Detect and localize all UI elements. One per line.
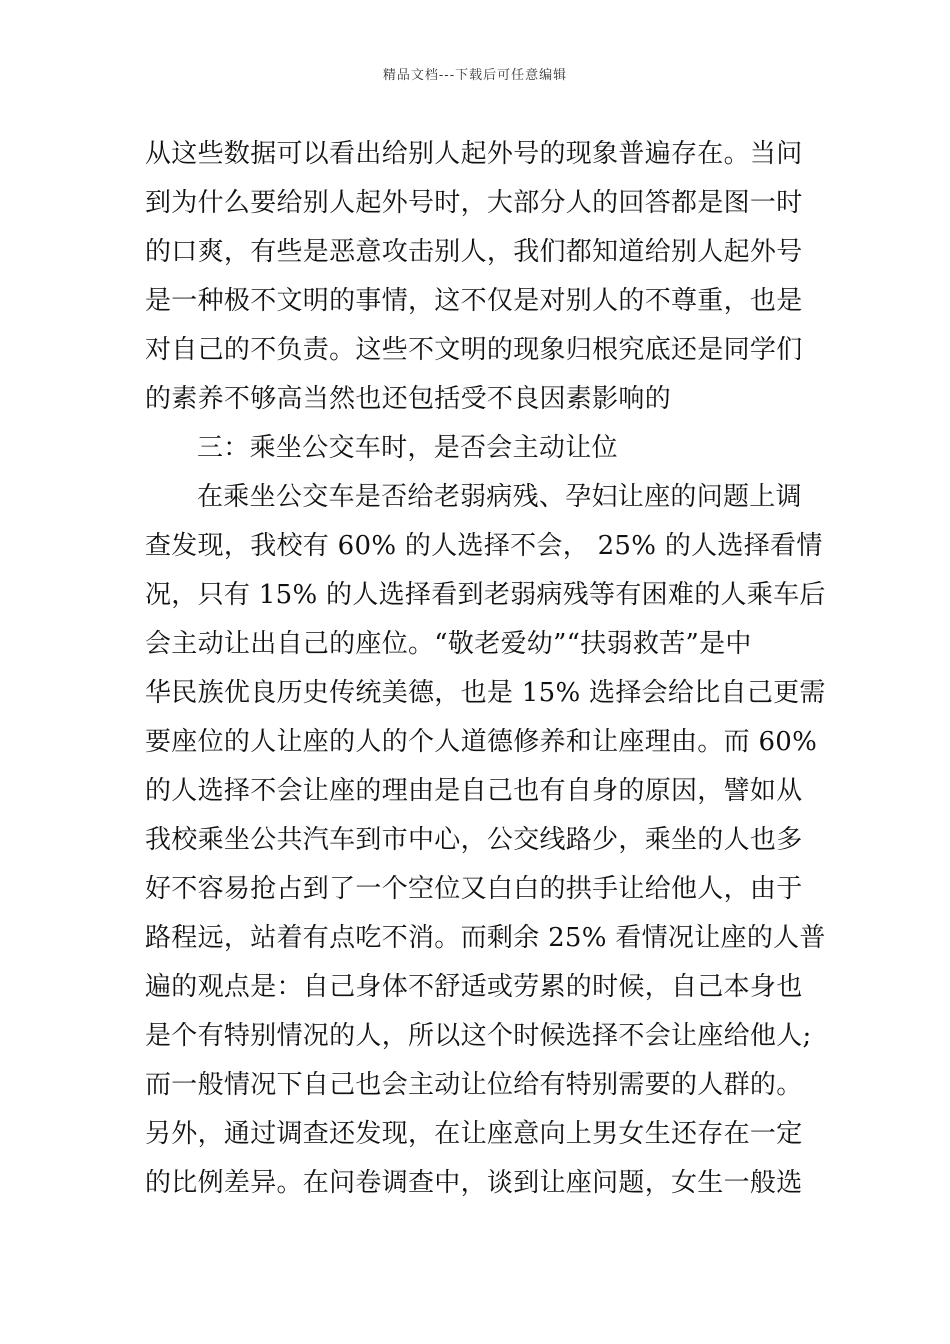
text-line: 路程远，站着有点吃不消。而剩余 25% 看情况让座的人普 xyxy=(145,923,826,953)
text-line: 我校乘坐公共汽车到市中心，公交线路少，乘坐的人也多 xyxy=(145,825,803,855)
document-body xyxy=(145,130,826,1208)
text-line: 从这些数据可以看出给别人起外号的现象普遍存在。当问 xyxy=(145,139,803,169)
text-line: 会主动让出自己的座位。“敬老爱幼”“扶弱救苦”是中 xyxy=(145,629,752,659)
text-line: 是一种极不文明的事情，这不仅是对别人的不尊重，也是 xyxy=(145,286,803,316)
text-line: 是个有特别情况的人，所以这个时候选择不会让座给他人; xyxy=(145,1021,812,1051)
text-line: 查发现，我校有 60% 的人选择不会， 25% 的人选择看情 xyxy=(145,531,823,561)
section-heading: 三：乘坐公交车时，是否会主动让位 xyxy=(197,433,618,463)
text-line: 对自己的不负责。这些不文明的现象归根究底还是同学们 xyxy=(145,335,803,365)
text-line: 遍的观点是：自己身体不舒适或劳累的时候，自己本身也 xyxy=(145,972,803,1002)
text-line: 的比例差异。在问卷调查中，谈到让座问题，女生一般选 xyxy=(145,1168,803,1198)
text-line: 况，只有 15% 的人选择看到老弱病残等有困难的人乘车后 xyxy=(145,580,826,610)
text-line: 的人选择不会让座的理由是自己也有自身的原因，譬如从 xyxy=(145,776,803,806)
text-line: 要座位的人让座的人的个人道德修养和让座理由。而 60% xyxy=(145,727,818,757)
page-header: 精品文档---下载后可任意编辑 xyxy=(382,68,568,83)
text-line: 到为什么要给别人起外号时，大部分人的回答都是图一时 xyxy=(145,188,803,218)
text-line: 好不容易抢占到了一个空位又白白的拱手让给他人，由于 xyxy=(145,874,803,904)
text-line: 的口爽，有些是恶意攻击别人，我们都知道给别人起外号 xyxy=(145,237,803,267)
text-line: 的素养不够高当然也还包括受不良因素影响的 xyxy=(145,384,672,414)
text-line: 华民族优良历史传统美德，也是 15% 选择会给比自己更需 xyxy=(145,678,826,708)
text-line: 另外，通过调查还发现，在让座意向上男女生还存在一定 xyxy=(145,1119,803,1149)
text-line: 在乘坐公交车是否给老弱病残、孕妇让座的问题上调 xyxy=(197,482,802,512)
text-line: 而一般情况下自己也会主动让位给有特别需要的人群的。 xyxy=(145,1070,803,1100)
